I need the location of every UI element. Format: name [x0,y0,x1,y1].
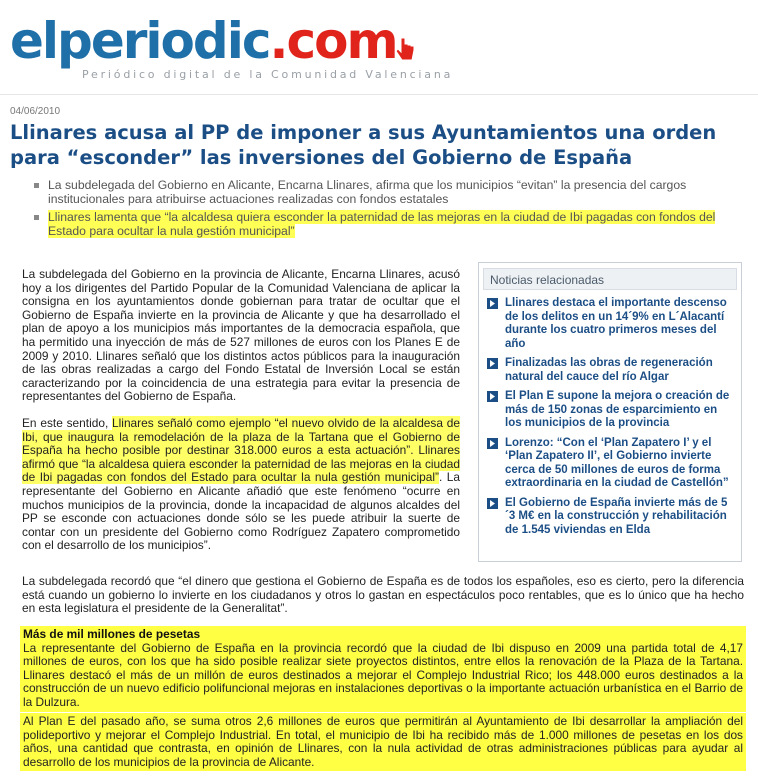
related-news-item[interactable] [487,390,735,431]
arrow-icon [487,498,498,509]
site-tagline: Periódico digital de la Comunidad Valenciana [82,68,454,81]
summary-item [32,210,744,238]
logo-part1: elperiodic [10,12,270,70]
section-title: Más de mil millones de pesetas [23,627,201,641]
related-news-title: Noticias relacionadas [483,268,737,290]
related-news-link[interactable]: Finalizadas las obras de regeneración natural del cauce del río Algar [505,357,713,383]
related-news-link[interactable]: Lorenzo: “Con el ‘Plan Zapatero I’ y el ‘Plan Zapatero II’, el Gobierno invierte cerca de 50 millones de euros de forma extraordinaria en la ciudad de Castellón” [505,436,729,489]
paragraph: La subdelegada del Gobierno en la provincia de Alicante, Encarna Llinares, acusó hoy a los dirigentes del Partido Popular de la Comunidad Valenciana de aplicar la consigna en los ayuntamientos donde gobiernan para tratar de ocultar que el Gobierno de España invierte en la provincia de Alicante y que ha desarrollado el plan de apoyo a los municipios más importantes de la democracia española, que ha permitido una inyección de más de 527 millones de euros con los Planes E de 2009 y 2010. Llinares señaló que los distintos actos públicos para la inauguración de las obras realizadas a cargo del Fondo Estatal de Inversión Local se están caracterizando por la coincidencia de una estrategia para evitar la presencia de representantes del Gobierno de España. [22,267,460,404]
related-news-item[interactable] [487,297,735,351]
hand-cursor-icon [393,36,417,66]
related-news-list [479,294,741,537]
header-divider [0,94,758,95]
article-body [22,268,460,566]
highlighted-section [20,713,746,771]
arrow-icon [487,438,498,449]
related-news-item[interactable] [487,357,735,384]
article-date: 04/06/2010 [10,106,61,117]
logo-text[interactable] [10,12,397,70]
paragraph: La subdelegada recordó que “el dinero que gestiona el Gobierno de España es de todos los españoles, eso es cierto, pero la diferencia está cuando un gobierno lo invierte en los ciudadanos y otros lo gastan en espectáculos poco rentables, que es lo único que ha hecho en esta legislatura el presidente de la Generalitat”. [22,574,744,616]
related-news-link[interactable]: Llinares destaca el importante descenso de los delitos en un 14´9% en L´Alacantí durante los cuatro primeros meses del año [505,297,727,350]
logo-part2: .com [269,12,397,70]
article-summary [32,178,744,242]
masthead [10,8,454,81]
highlighted-quote: Llinares señaló como ejemplo “el nuevo olvido de la alcaldesa de Ibi, que inaugura la remodelación de la plaza de la Tartana que el Gobierno de España ha hecho posible por destinar 318.000 euros a esta actuación”. Llinares afirmó que “la alcaldesa quiera esconder la paternidad de las mejoras en la ciudad de Ibi pagadas con fondos del Estado para ocultar la nula gestión municipal” [22,415,460,485]
paragraph: Al Plan E del pasado año, se suma otros 2,6 millones de euros que permitirán al Ayuntamiento de Ibi desarrollar la ampliación del polideportivo y mejorar el Complejo Industrial. En total, el municipio de Ibi ha recibido más de 1.000 millones de pesetas en los dos años, una cantidad que contrasta, en opinión de Llinares, con la nula actividad de otras administraciones públicas para ayudar al desarrollo de los municipios de la provincia de Alicante. [23,714,743,769]
related-news-box [478,262,742,562]
related-news-link[interactable]: El Gobierno de España invierte más de 5´3 M€ en la construcción y rehabilitación de 1.545 viviendas en Elda [505,496,728,536]
arrow-icon [487,391,498,402]
paragraph-intro: En este sentido, [22,415,113,430]
summary-item [32,178,744,206]
related-news-item[interactable] [487,497,735,538]
arrow-icon [487,358,498,369]
summary-item-text: La subdelegada del Gobierno en Alicante, Encarna Llinares, afirma que los municipios “evitan” la presencia del cargos institucionales para atribuirse actuaciones realizadas con fondos estatales [48,178,687,206]
summary-item-text-highlighted: Llinares lamenta que “la alcaldesa quiera esconder la paternidad de las mejoras en la ciudad de Ibi pagadas con fondos del Estado para ocultar la nula gestión municipal” [48,210,716,238]
related-news-link[interactable]: El Plan E supone la mejora o creación de más de 150 zonas de esparcimiento en los municipios de la provincia [505,390,730,429]
arrow-icon [487,298,498,309]
highlighted-section [20,626,746,712]
article-headline: Llinares acusa al PP de imponer a sus Ayuntamientos una orden para “esconder” las inversiones del Gobierno de España [10,121,717,169]
paragraph-continuation: . La representante del Gobierno en Alicante añadió que este fenómeno “ocurre en muchos municipios de la provincia, donde la incapacidad de algunos alcaldes del PP se esconde con actuaciones donde sólo se les puede atribuir la suerte de contar con un presidente del Gobierno como Rodríguez Zapatero comprometido con el desarrollo de los municipios”. [22,470,460,553]
paragraph [22,417,460,553]
related-news-item[interactable] [487,437,735,491]
site-logo[interactable] [10,8,450,70]
paragraph: La representante del Gobierno de España en la provincia recordó que la ciudad de Ibi dispuso en 2009 una partida total de 4,17 millones de euros, con los que ha sido posible realizar siete proyectos distintos, entre ellos la renovación de la Plaza de la Tartana. Llinares destacó el más de un millón de euros destinados a mejorar el Complejo Industrial Rico; los 448.000 euros destinados a la construcción de un nuevo edificio polifuncional mejoras en instalaciones deportivas o la importante actuación urbanística en el Barrio de la Dulzura. [23,640,743,709]
